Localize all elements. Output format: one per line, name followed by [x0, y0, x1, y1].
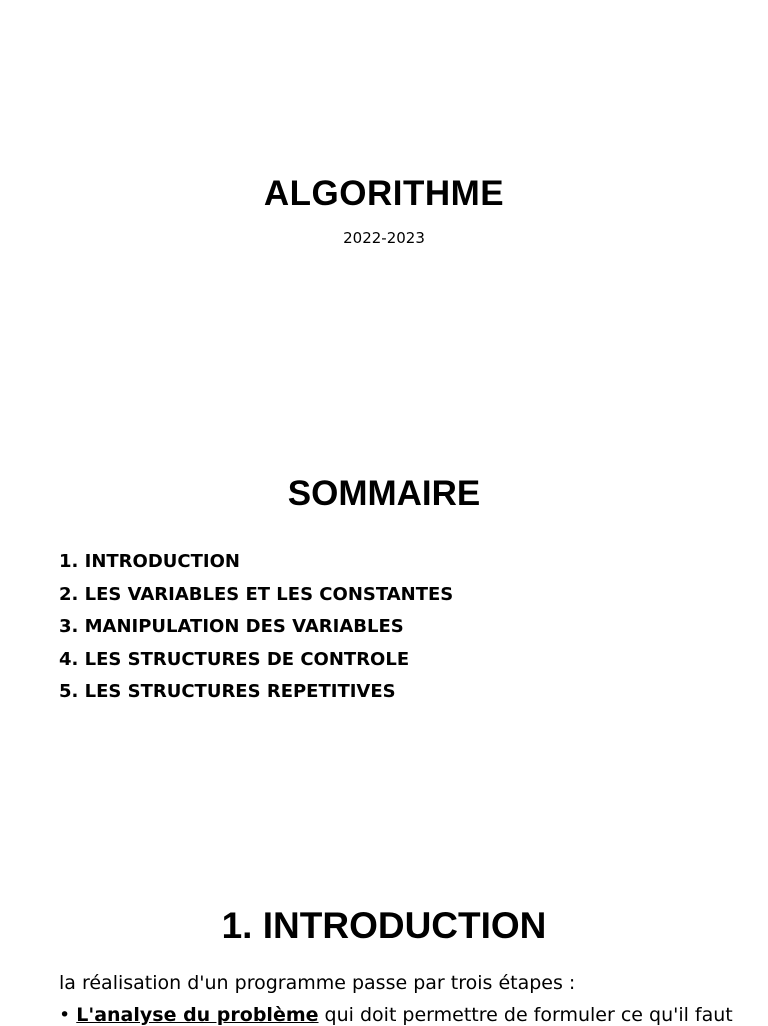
toc-item-manipulation: 3. MANIPULATION DES VARIABLES [59, 616, 404, 637]
toc-item-repetitives: 5. LES STRUCTURES REPETITIVES [59, 681, 396, 702]
toc-item-controle: 4. LES STRUCTURES DE CONTROLE [59, 648, 410, 670]
introduction-paragraph: la réalisation d'un programme passe par trois étapes : [59, 972, 576, 994]
toc-item-variables: 2. LES VARIABLES ET LES CONSTANTES [59, 583, 454, 605]
sommaire-heading: SOMMAIRE [287, 474, 481, 513]
table-of-contents [59, 546, 453, 709]
bullet-rest-text: qui doit permettre de formuler ce qu'il faut [318, 1004, 733, 1026]
academic-year: 2022-2023 [343, 229, 425, 247]
document-title: ALGORITHME [263, 174, 505, 213]
title-slide [0, 0, 768, 320]
bullet-strong-text: L'analyse du problème [76, 1004, 319, 1026]
bullet-marker: • [59, 1004, 71, 1026]
introduction-heading: 1. INTRODUCTION [221, 905, 547, 946]
toc-item-introduction: 1. INTRODUCTION [59, 551, 240, 572]
introduction-bullet [59, 1004, 733, 1026]
